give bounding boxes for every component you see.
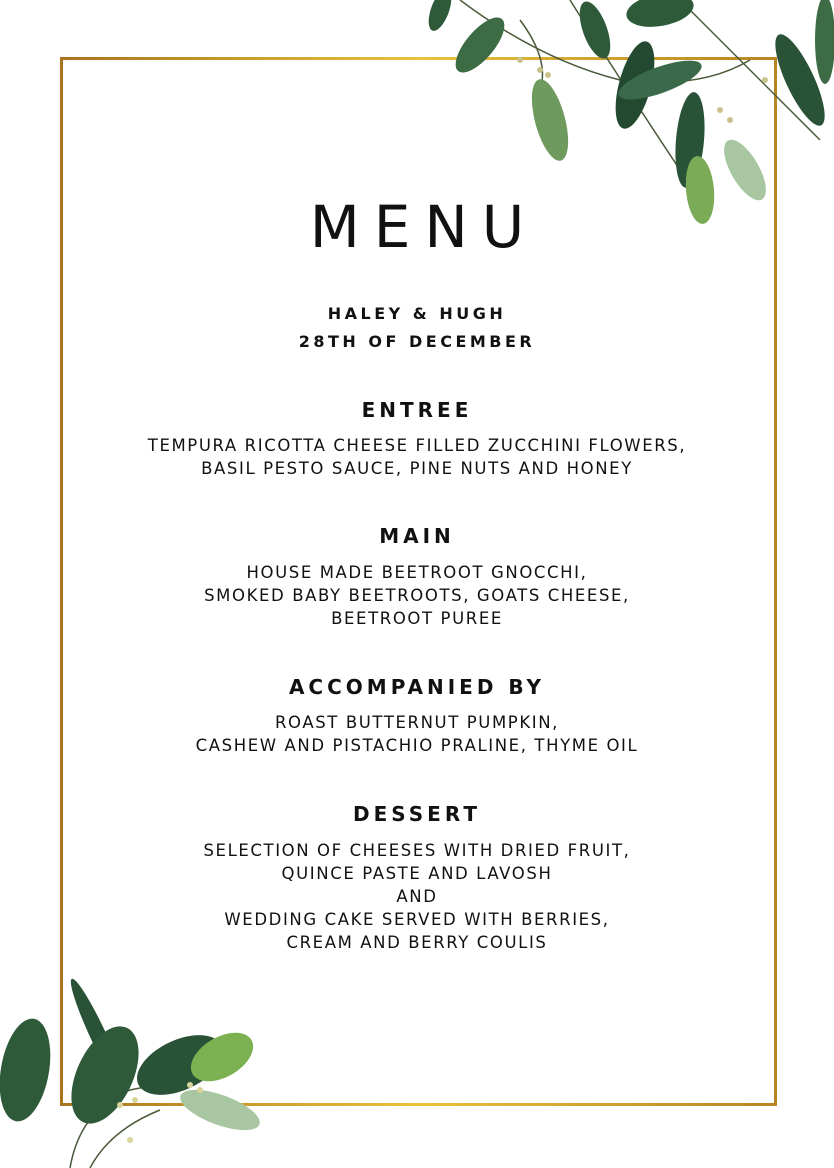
menu-line: BASIL PESTO SAUCE, PINE NUTS AND HONEY (201, 459, 633, 478)
menu-line: CASHEW AND PISTACHIO PRALINE, THYME OIL (195, 736, 639, 755)
menu-line: CREAM AND BERRY COULIS (286, 933, 548, 952)
couple-names: HALEY & HUGH (327, 304, 507, 323)
menu-line: SMOKED BABY BEETROOTS, GOATS CHEESE, (204, 586, 630, 605)
menu-line: SELECTION OF CHEESES WITH DRIED FRUIT, (203, 841, 631, 860)
menu-line: TEMPURA RICOTTA CHEESE FILLED ZUCCHINI FLOWERS, (147, 436, 687, 455)
section-heading-accompanied: ACCOMPANIED BY (288, 675, 546, 699)
dessert-items (0, 839, 834, 954)
menu-line: QUINCE PASTE AND LAVOSH (281, 864, 553, 883)
menu-line: WEDDING CAKE SERVED WITH BERRIES, (224, 910, 610, 929)
menu-line: HOUSE MADE BEETROOT GNOCCHI, (246, 563, 588, 582)
section-heading-main: MAIN (379, 524, 455, 548)
accompanied-items (0, 711, 834, 757)
menu-line: ROAST BUTTERNUT PUMPKIN, (274, 713, 560, 732)
menu-line: AND (396, 887, 438, 906)
section-heading-dessert: DESSERT (353, 802, 481, 826)
eucalyptus-bottom-left-decoration (0, 960, 270, 1168)
menu-line: BEETROOT PUREE (331, 609, 503, 628)
section-heading-entree: ENTREE (361, 398, 473, 422)
menu-title: MENU (309, 193, 539, 261)
event-date: 28TH OF DECEMBER (298, 332, 536, 351)
main-items (0, 561, 834, 630)
entree-items (0, 434, 834, 480)
